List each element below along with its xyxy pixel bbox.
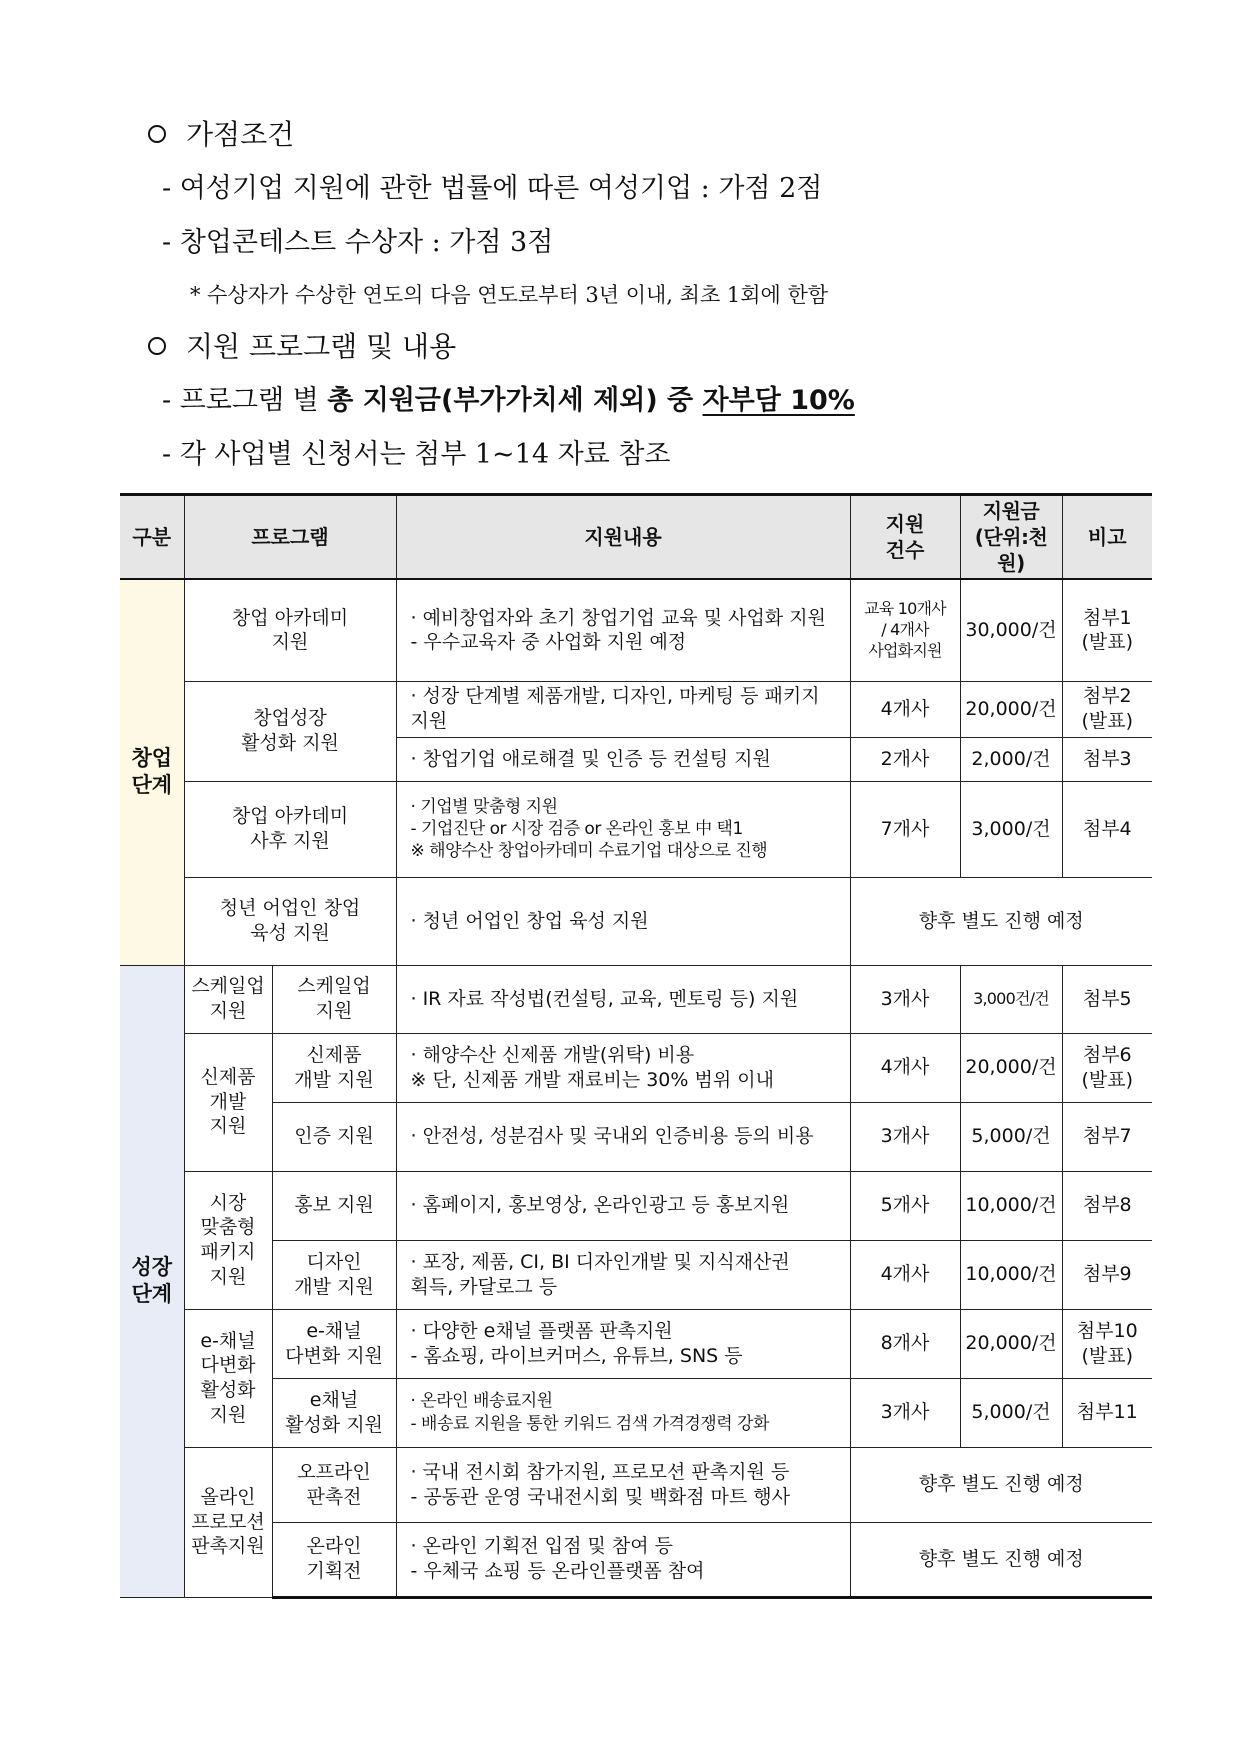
program-count: 4개사 xyxy=(850,1240,960,1309)
program-content: · 다양한 e채널 플랫폼 판촉지원 - 홈쇼핑, 라이브커머스, 유튜브, SNS 등 xyxy=(396,1309,850,1378)
table-row xyxy=(120,1033,1152,1102)
program-content: · 해양수산 신제품 개발(위탁) 비용 ※ 단, 신제품 개발 재료비는 30% 범위 이내 xyxy=(396,1033,850,1102)
program-content: · 포장, 제품, CI, BI 디자인개발 및 지식재산권 획득, 카달로그 등 xyxy=(396,1240,850,1309)
table-row xyxy=(120,681,1152,737)
program-count: 3개사 xyxy=(850,1102,960,1171)
program-note: 첨부4 xyxy=(1062,781,1152,877)
program-count: 3개사 xyxy=(850,965,960,1033)
table-row xyxy=(120,877,1152,965)
program-name: 창업 아카데미 사후 지원 xyxy=(184,781,396,877)
planned-later-note: 향후 별도 진행 예정 xyxy=(850,877,1152,965)
program-content: · IR 자료 작성법(컨설팅, 교육, 멘토링 등) 지원 xyxy=(396,965,850,1033)
circle-bullet-icon xyxy=(148,125,166,143)
program-amount: 10,000/건 xyxy=(960,1171,1062,1240)
program-name: 인증 지원 xyxy=(272,1102,396,1171)
program-count: 3개사 xyxy=(850,1378,960,1447)
program-group: 신제품 개발 지원 xyxy=(184,1033,272,1171)
bonus-heading-line xyxy=(148,108,1128,162)
program-amount: 30,000/건 xyxy=(960,579,1062,681)
table-row xyxy=(120,1102,1152,1171)
program-amount: 20,000/건 xyxy=(960,1309,1062,1378)
program-name: 창업 아카데미 지원 xyxy=(184,579,396,681)
program-content: · 창업기업 애로해결 및 인증 등 컨설팅 지원 xyxy=(396,737,850,781)
table-row xyxy=(120,1522,1152,1597)
table-row xyxy=(120,781,1152,877)
program-name: 청년 어업인 창업 육성 지원 xyxy=(184,877,396,965)
program-amount: 10,000/건 xyxy=(960,1240,1062,1309)
program-group: 스케일업 지원 xyxy=(184,965,272,1033)
program-name: 홍보 지원 xyxy=(272,1171,396,1240)
program-amount: 3,000/건 xyxy=(960,781,1062,877)
program-count: 8개사 xyxy=(850,1309,960,1378)
program-group: 올라인 프로모션 판촉지원 xyxy=(184,1447,272,1597)
program-count: 4개사 xyxy=(850,1033,960,1102)
header-note: 비고 xyxy=(1062,495,1152,580)
table-row xyxy=(120,1171,1152,1240)
program-content: · 기업별 맞춤형 지원 - 기업진단 or 시장 검증 or 온라인 홍보 中 택1 ※ 해양수산 창업아카데미 수료기업 대상으로 진행 xyxy=(396,781,850,877)
program-amount: 2,000/건 xyxy=(960,737,1062,781)
program-amount: 20,000/건 xyxy=(960,681,1062,737)
program-content: · 온라인 배송료지원 - 배송료 지원을 통한 키워드 검색 가격경쟁력 강화 xyxy=(396,1378,850,1447)
program-heading-line xyxy=(148,320,1128,374)
program-line-attachments: - 각 사업별 신청서는 첨부 1~14 자료 참조 xyxy=(162,439,671,470)
program-amount: 5,000/건 xyxy=(960,1378,1062,1447)
table-row xyxy=(120,1378,1152,1447)
program-name: 신제품 개발 지원 xyxy=(272,1033,396,1102)
program-note: 첨부1 (발표) xyxy=(1062,579,1152,681)
program-name: 오프라인 판촉전 xyxy=(272,1447,396,1522)
program-name: 스케일업 지원 xyxy=(272,965,396,1033)
planned-later-note: 향후 별도 진행 예정 xyxy=(850,1447,1152,1522)
program-heading: 지원 프로그램 및 내용 xyxy=(186,330,457,363)
program-name: e채널 활성화 지원 xyxy=(272,1378,396,1447)
program-count: 2개사 xyxy=(850,737,960,781)
circle-bullet-icon xyxy=(148,337,166,355)
program-line-funding xyxy=(148,374,1128,428)
header-category: 구분 xyxy=(120,495,184,580)
program-note: 첨부2 (발표) xyxy=(1062,681,1152,737)
program-content: · 성장 단계별 제품개발, 디자인, 마케팅 등 패키지 지원 xyxy=(396,681,850,737)
bonus-line-women: - 여성기업 지원에 관한 법률에 따른 여성기업 : 가점 2점 xyxy=(162,173,823,204)
stage-startup-label: 창업 단계 xyxy=(120,579,184,965)
program-note: 첨부9 xyxy=(1062,1240,1152,1309)
program-amount: 5,000/건 xyxy=(960,1102,1062,1171)
program-count: 7개사 xyxy=(850,781,960,877)
program-note: 첨부5 xyxy=(1062,965,1152,1033)
table-row xyxy=(120,1309,1152,1378)
stage-growth-label: 성장 단계 xyxy=(120,965,184,1597)
header-amount: 지원금 (단위:천원) xyxy=(960,495,1062,580)
header-content: 지원내용 xyxy=(396,495,850,580)
program-content: · 국내 전시회 참가지원, 프로모션 판촉지원 등 - 공동관 운영 국내전시회 및 백화점 마트 행사 xyxy=(396,1447,850,1522)
program-content: · 홈페이지, 홍보영상, 온라인광고 등 홍보지원 xyxy=(396,1171,850,1240)
funding-bold: 총 지원금(부가가치세 제외) 중 xyxy=(327,385,703,416)
program-note: 첨부11 xyxy=(1062,1378,1152,1447)
program-table xyxy=(120,493,1152,1599)
table-row xyxy=(120,1447,1152,1522)
bonus-heading: 가점조건 xyxy=(186,118,295,151)
program-count: 5개사 xyxy=(850,1171,960,1240)
header-count: 지원 건수 xyxy=(850,495,960,580)
program-name: 창업성장 활성화 지원 xyxy=(184,681,396,781)
program-note: 첨부8 xyxy=(1062,1171,1152,1240)
intro-section xyxy=(148,108,1128,482)
funding-underlined: 자부담 10% xyxy=(702,385,855,416)
program-amount: 3,000건/건 xyxy=(960,965,1062,1033)
program-count: 교육 10개사 / 4개사 사업화지원 xyxy=(850,579,960,681)
program-name: 온라인 기획전 xyxy=(272,1522,396,1597)
table-row xyxy=(120,579,1152,681)
funding-prefix: - 프로그램 별 xyxy=(162,385,328,416)
bonus-note: * 수상자가 수상한 연도의 다음 연도로부터 3년 이내, 최초 1회에 한함 xyxy=(190,283,829,307)
table-row xyxy=(120,965,1152,1033)
program-note: 첨부7 xyxy=(1062,1102,1152,1171)
program-content: · 청년 어업인 창업 육성 지원 xyxy=(396,877,850,965)
program-content: · 온라인 기획전 입점 및 참여 등 - 우체국 쇼핑 등 온라인플랫폼 참여 xyxy=(396,1522,850,1597)
program-group: 시장 맞춤형 패키지 지원 xyxy=(184,1171,272,1309)
program-name: e-채널 다변화 지원 xyxy=(272,1309,396,1378)
planned-later-note: 향후 별도 진행 예정 xyxy=(850,1522,1152,1597)
program-note: 첨부10 (발표) xyxy=(1062,1309,1152,1378)
table-row xyxy=(120,1240,1152,1309)
program-content: · 안전성, 성분검사 및 국내외 인증비용 등의 비용 xyxy=(396,1102,850,1171)
program-content: · 예비창업자와 초기 창업기업 교육 및 사업화 지원 - 우수교육자 중 사업화 지원 예정 xyxy=(396,579,850,681)
program-group: e-채널 다변화 활성화 지원 xyxy=(184,1309,272,1447)
program-name: 디자인 개발 지원 xyxy=(272,1240,396,1309)
program-note: 첨부6 (발표) xyxy=(1062,1033,1152,1102)
header-program: 프로그램 xyxy=(184,495,396,580)
program-amount: 20,000/건 xyxy=(960,1033,1062,1102)
table-header-row xyxy=(120,495,1152,580)
program-note: 첨부3 xyxy=(1062,737,1152,781)
program-count: 4개사 xyxy=(850,681,960,737)
bonus-line-contest: - 창업콘테스트 수상자 : 가점 3점 xyxy=(162,227,554,258)
